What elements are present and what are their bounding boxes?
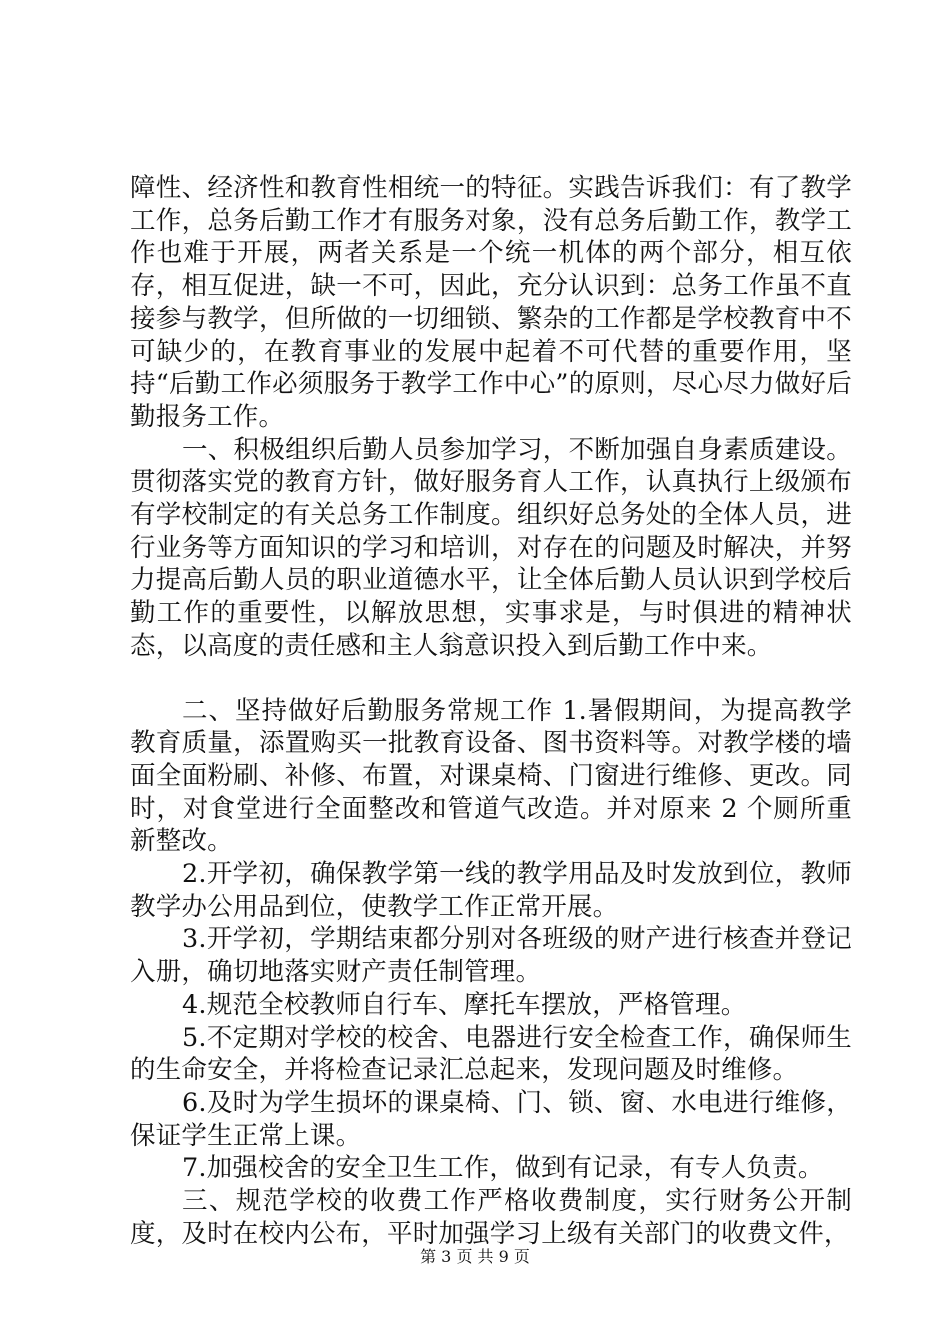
paragraph-item-7: 7.加强校舍的安全卫生工作，做到有记录，有专人负责。 xyxy=(182,1153,824,1184)
paragraph-item-5: 5.不定期对学校的校舍、电器进行安全检查工作，确保师生的生命安全，并将检查记录汇总起来，发现问题及时维修。 xyxy=(130,1022,852,1086)
paragraph-item-2: 2.开学初，确保教学第一线的教学用品及时发放到位，教师教学办公用品到位，使教学工作正常开展。 xyxy=(130,859,852,922)
paragraph-item-6: 6.及时为学生损坏的课桌椅、门、锁、窗、水电进行维修，保证学生正常上课。 xyxy=(130,1087,852,1151)
paragraph-section-one: 一、积极组织后勤人员参加学习，不断加强自身素质建设。贯彻落实党的教育方针，做好服务育人工作，认真执行上级颁布有学校制定的有关总务工作制度。组织好总务处的全体人员，进行业务等方面知识的学习和培训，对存在的问题及时解决，并努力提高后勤人员的职业道德水平，让全体后勤人员认识到学校后勤工作的重要性，以解放思想，实事求是，与时俱进的精神状态，以高度的责任感和主人翁意识投入到后勤工作中来。 xyxy=(130,434,852,661)
paragraph-continuation: 障性、经济性和教育性相统一的特征。实践告诉我们：有了教学工作，总务后勤工作才有服务对象，没有总务后勤工作，教学工作也难于开展，两者关系是一个统一机体的两个部分，相互依存，相互促进，缺一不可，因此，充分认识到：总务工作虽不直接参与教学，但所做的一切细锁、繁杂的工作都是学校教育中不可缺少的，在教育事业的发展中起着不可代替的重要作用，坚持“后勤工作必须服务于教学工作中心”的原则，尽心尽力做好后勤报务工作。 xyxy=(130,173,852,432)
page-number-footer: 第 3 页 共 9 页 xyxy=(420,1247,530,1266)
paragraph-item-4: 4.规范全校教师自行车、摩托车摆放，严格管理。 xyxy=(182,989,747,1020)
paragraph-item-3: 3.开学初，学期结束都分别对各班级的财产进行核查并登记入册，确切地落实财产责任制管理。 xyxy=(130,924,852,988)
paragraph-section-three: 三、规范学校的收费工作严格收费制度，实行财务公开制度，及时在校内公布，平时加强学习上级有关部门的收费文件， xyxy=(130,1186,852,1249)
document-body xyxy=(130,172,852,1251)
paragraph-section-two: 二、坚持做好后勤服务常规工作 1.暑假期间，为提高教学教育质量，添置购买一批教育设备、图书资料等。对教学楼的墙面全面粉刷、补修、布置，对课桌椅、门窗进行维修、更改。同时，对食堂进行全面整改和管道气改造。并对原来 2 个厕所重新整改。 xyxy=(130,695,852,857)
